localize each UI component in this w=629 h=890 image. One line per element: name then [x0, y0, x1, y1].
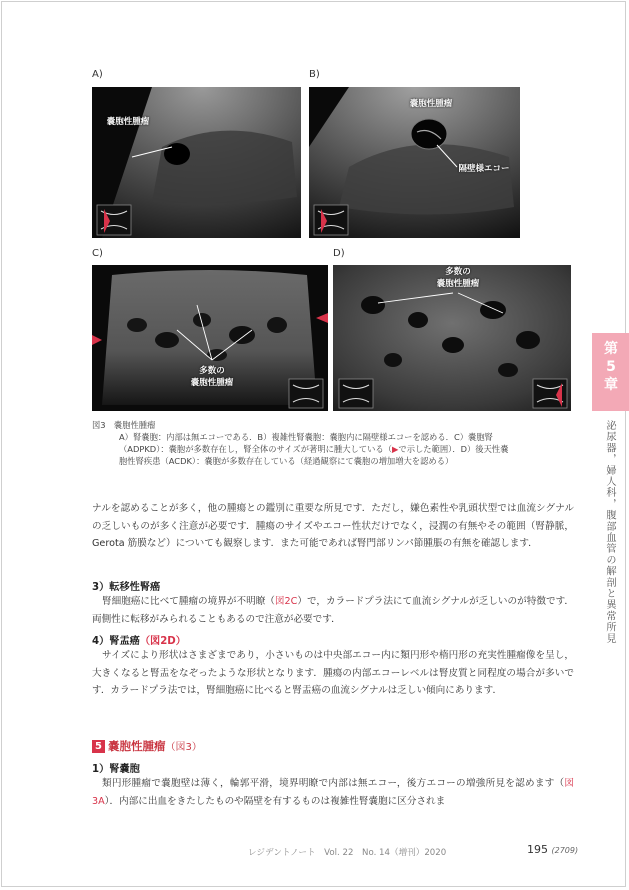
caption-line-2: （ADPKD）：嚢胞が多数存在し，腎全体のサイズが著明に腫大している（▶で示した範囲）．D）後天性嚢: [119, 444, 509, 454]
annotation-cystic-tumor-b: 嚢胞性腫瘤: [409, 99, 453, 109]
page-number: 195 (2709): [527, 843, 579, 856]
annotation-multiple-d-2: 嚢胞性腫瘤: [436, 279, 480, 289]
section-number: 5: [92, 740, 105, 753]
ref-fig-2c[interactable]: 図2C: [274, 596, 298, 607]
chapter-label: 第 5 章: [604, 341, 618, 393]
caption-line-3: 胞性腎疾患（ACDK）：嚢胞が多数存在している（経過観察にて嚢胞の増加増大を認める）: [119, 456, 454, 466]
heading-metastatic: 3）転移性腎癌: [92, 582, 161, 593]
annotation-cystic-tumor-a: 嚢胞性腫瘤: [106, 117, 150, 127]
ultrasound-image-b: [309, 87, 520, 238]
panel-d-label: D): [333, 248, 345, 259]
caption-figure-number: 図3: [92, 420, 106, 430]
panel-c-label: C): [92, 248, 103, 259]
annotation-multiple-d-1: 多数の: [445, 267, 471, 277]
red-arrow-icon: ▶: [392, 444, 399, 454]
panel-a-label: A): [92, 69, 103, 80]
ref-fig-2d[interactable]: （図2D）: [139, 636, 186, 647]
ultrasound-image-c: [92, 265, 328, 411]
heading-renal-pelvis: 4）腎盂癌（図2D）: [92, 636, 186, 647]
chapter-vertical-title: 泌尿器，婦人科，腹部血管の解剖と異常所見: [604, 420, 615, 644]
ref-fig-3[interactable]: （図3）: [165, 742, 202, 753]
paragraph-3: サイズにより形状はさまざまであり，小さいものは中央部エコー内に類円形や楕円形の充実性腫瘤像を呈し，大きくなると腎盂をなぞったような形状となります．腫瘍の内部エコーレベルは腎皮質と同程度の場合が多いです．カラードプラ法では，腎細胞癌に比べると腎盂癌の血流シグナルは乏しい傾向にあります．: [92, 650, 574, 697]
section-title: 嚢胞性腫瘤: [108, 739, 166, 753]
section-heading-cystic: [92, 738, 202, 754]
panel-b-label: B): [309, 69, 320, 80]
ultrasound-image-a: [92, 87, 301, 238]
ultrasound-image-d: [333, 265, 571, 411]
paragraph-4: 類円形腫瘤で嚢胞壁は薄く，輪郭平滑，境界明瞭で内部は無エコー，後方エコーの増強所見を認めます（図3A）．内部に出血をきたしたものや隔壁を有するものは複雑性腎嚢胞に区分されま: [92, 778, 574, 807]
annotation-multiple-c-2: 嚢胞性腫瘤: [190, 378, 234, 388]
ref-fig-3a[interactable]: 図3A: [92, 778, 574, 807]
paragraph-2: 腎細胞癌に比べて腫瘤の境界が不明瞭（図2C）で，カラードプラ法にて血流シグナルが乏しいのが特徴です．両側性に転移がみられることもあるので注意が必要です．: [92, 596, 575, 625]
annotation-multiple-c-1: 多数の: [199, 366, 225, 376]
caption-line-1: A）腎嚢胞：内部は無エコーである．B）複雑性腎嚢胞：嚢胞内に隔壁様エコーを認める．C）嚢胞腎: [119, 432, 493, 442]
figure-caption: [92, 419, 572, 467]
paragraph-1: ナルを認めることが多く，他の腫瘍との鑑別に重要な所見です．ただし，嫌色素性や乳頭状型では血流シグナルの乏しいものが多く注意が必要です．腫瘍のサイズやエコー性状だけでなく，浸潤の有無やその範囲（腎静脈，Gerota 筋膜など）についても観察します．また可能であれば腎門部リンパ節腫脹の有無を確認します．: [92, 503, 574, 550]
footer-journal: レジデントノート Vol. 22 No. 14（増刊）2020: [248, 848, 447, 858]
annotation-septal-echo: 隔壁様エコー: [458, 164, 510, 174]
caption-title: 嚢胞性腫瘤: [113, 420, 156, 430]
heading-renal-cyst: 1）腎嚢胞: [92, 764, 140, 775]
